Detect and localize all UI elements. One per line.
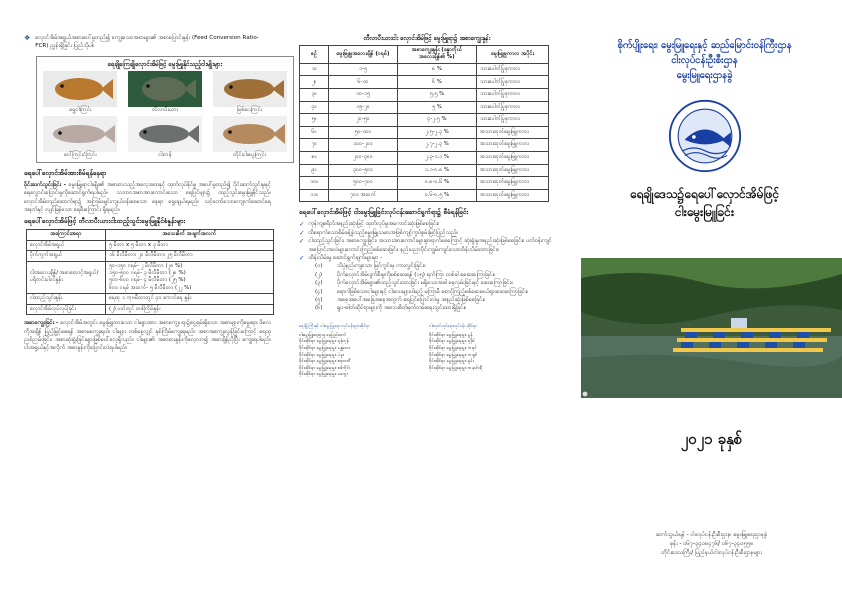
table-cell: ၅၀-၁၅၀ ဂရမ်- ၂ မီလီမီတာ (၂၈ %) ၁၅၀-၅၀၀ ဂရမ်- ၃ မီလီမီတာ (၂၈ %) ၅၀၀-၆၀၀ ဂရမ်- ၄ မီလီမီတာ (၂၅ %) ၆၀၀ ဂရမ် အထက်- ၅ မီလီမီတာ (၂၂ %) bbox=[106, 261, 274, 294]
contact-item: ဝိုင်းဆိုင်ရာ မွေးမြူရေးမှူး၊ မကွေး bbox=[299, 371, 348, 377]
check-icon: ✓ bbox=[299, 237, 305, 246]
table-cell: ၅ % bbox=[398, 101, 477, 114]
cage-farm-photo bbox=[581, 258, 842, 398]
table-cell: ၁၀-၁၅ bbox=[329, 89, 398, 102]
table-cell: ၇၀၀ အထက် bbox=[329, 189, 398, 202]
checklist-text: ကုန်ကျစရိတ်အနည်းဆုံးဖြင့် ထုတ်လုပ်မှုအကောင်းဆုံးဖြစ်စေခြင်း။ bbox=[308, 221, 440, 228]
table-cell: ငါးအလေးချိန်/ အစာတောင့်အရွယ်/ ပရိုတင်းပါဝင်နှုန်း bbox=[27, 261, 106, 294]
diamond-bullet-icon: ❖ bbox=[24, 34, 31, 42]
step-text: ရှုပ-ဓါတ်ဆိုင်ရာများကို အသေးစိတ်မှတ်တမ်းရေးသွင်းထားရှိခြင်း။ bbox=[337, 305, 467, 312]
table-cell: အသားထုတ်မွေးမြူကာလ bbox=[477, 177, 549, 190]
catla-fish-icon bbox=[128, 116, 202, 152]
step-item bbox=[299, 271, 555, 279]
cover-title-line-1: ရေချိုဒေသ၌ရေပေါ်လှောင်အိမ်ဖြင့် bbox=[629, 187, 780, 201]
table-cell: ၁။ bbox=[300, 63, 329, 76]
table-cell: ပိုက်ကွက်အရွယ် bbox=[27, 251, 106, 261]
feeding-rate-table-title: တီလာပီးယားငါး လှောင်အိမ်ဖြင့် မွေးမြူရာ၌ အစာကျွေးနှုန်း bbox=[363, 35, 491, 42]
table-cell: ၃၀၀-၅၀၀ bbox=[329, 164, 398, 177]
cover-title-line-2: ငါးမွေးမြူခြင်း bbox=[675, 205, 734, 219]
contact-item: ဝိုင်းဆိုင်ရာ မွေးမြူရေးမှူး၊ မန္တလေး bbox=[299, 345, 350, 350]
step-item bbox=[299, 262, 555, 270]
site-paragraph: ဝိုင်းဆက်သွင်းခြင်း - မွေးမြူရာငါးမျိုး၏ အစာစားသည့်အလေ့အထနှင့် ထုတ်လုပ်နိုင်မှု အပေါ်မူတည်၍ ဝိုင်းဆက်သွင်းမှုနှင့် ရေလွှောင်းပြောင်းမှုကိုဆောင်ရွက်ရပါမည်။ သဘာဝအစာအားကောင်းသော ရေပြင်များ၌ ထည့်သွင်းမွေးမြူနိုင်သည်။ လှောင်အိမ်တည်ဆောက်ရာ၌ အကြမ်းဖျင်းကျယ်ဝန်းစေသော နေရာ ရွေးချယ်ရမည်။ သင့်တော်သောကျောက်ဆောင်ရေအနက်နှင့် လျင်မြန်သော ရေစီးကြောင်း ရှိရမည်။ bbox=[24, 181, 272, 214]
table-cell: သားပေါက်ပြုစုကာလ bbox=[477, 63, 549, 76]
table-row bbox=[300, 101, 549, 114]
table-cell: ၅ မီတာ x ၅ မီတာ x ၃ မီတာ bbox=[106, 240, 274, 250]
fish-species-box bbox=[36, 56, 294, 163]
table-cell: ၁၀။ bbox=[300, 177, 329, 190]
table-cell: သားပေါက်ပြုစုကာလ bbox=[477, 89, 549, 102]
table-header: အသေးစိတ် အချက်အလက် bbox=[106, 230, 274, 240]
checklist-item bbox=[299, 220, 555, 228]
table-cell: ၂.၅-၂.၃ % bbox=[398, 126, 477, 139]
contacts-section bbox=[299, 323, 555, 378]
table-header: မွေးမြူမှုအလေးချိန် (ဂရမ်) bbox=[329, 46, 398, 64]
table-header: အစာကျွေးနှုန်း (ခန္ဓာကိုယ်အလေးချိန်၏ %) bbox=[398, 46, 477, 64]
table-row bbox=[27, 304, 274, 314]
contacts-right-heading: ငါးထုတ်လုပ်ရေးလုပ်ငန်း ဆိုင်ရာ bbox=[429, 322, 477, 328]
table-cell: ၅၀၀-၇၀၀ bbox=[329, 177, 398, 190]
table-cell: (၂) ပတ်တွင် တစ်ကြိမ်နှုန်း bbox=[106, 304, 274, 314]
table-row bbox=[27, 261, 274, 294]
step-text: အစေ့အပေါ်အခြေအနေအတွက် ရေပြင်ပြောင်းလဲမှု အနည်ဆုံးဖြစ်စေခြင်း။ bbox=[337, 297, 486, 303]
step-item bbox=[299, 288, 555, 296]
table-cell: ငါးထည့်သွင်းနှုန်း bbox=[27, 294, 106, 304]
step-number: (၃) bbox=[315, 280, 323, 287]
table-cell: အသားထုတ်မွေးမြူကာလ bbox=[477, 189, 549, 202]
check-icon: ✓ bbox=[299, 220, 305, 229]
step-text: ရောဂါဖြစ်သောငါးများနှင့် ငါးသေများပါမည့် မကြာမီ စောင့်ကြည့်စစ်ဆေးဖယ်ရှားဆေးကြောခြင်း။ bbox=[337, 288, 529, 295]
table-cell: ၀.၈-၀.၆ % bbox=[398, 177, 477, 190]
practice-checklist bbox=[299, 220, 555, 262]
table-cell: ၆ % bbox=[398, 76, 477, 89]
fish-item: မြစ်ငေးကြင်း bbox=[210, 71, 289, 114]
contact-item: ဝိုင်းဆိုင်ရာ မွေးမြူရေးမှူး၊ မွန် bbox=[429, 331, 473, 337]
checklist-text: ထိရောက်သောစိမ်ခန့်ခွဲသည့်မွေးမြူသမားအဖြစ်ကျင့်ကွပ်စွမ်းမြင့်ပြည်သည်။ bbox=[308, 229, 459, 236]
table-cell: ၁၀၀-၂၀၀ bbox=[329, 139, 398, 152]
fish-item: တိုင်းငါးပွေးကြင်း bbox=[210, 116, 289, 159]
table-cell: ၇။ bbox=[300, 139, 329, 152]
contact-item: ဝိုင်းဆိုင်ရာ မွေးမြူရေးမှူး၊ တနင်္သာရီ bbox=[429, 364, 483, 370]
table-cell: ၉။ bbox=[300, 164, 329, 177]
table-cell: ၁-၅ bbox=[329, 63, 398, 76]
table-cell: ၁.၁-၀.၈ % bbox=[398, 164, 477, 177]
contact-item: ဝိုင်းဆိုင်ရာ မွေးမြူရေးမှူး၊ ရှမ်း bbox=[429, 358, 474, 364]
contact-item: ဝိုင်းဆိုင်ရာ မွေးမြူရေးမှူး၊ စစ်ကိုင်း bbox=[299, 364, 350, 370]
table-cell: သားပေါက်ပြုစုကာလ bbox=[477, 76, 549, 89]
practice-heading: ရေပေါ်လှောင်အိမ်ဖြင့် ငါးမွေးမြူခြင်းလုပ်ငန်းဆောင်ရွက်ရာ၌ စီမံရန်ခြင်း bbox=[299, 208, 469, 217]
table-cell: ၆-၁၀ bbox=[329, 76, 398, 89]
fish-item: တီလာပီးယား bbox=[126, 71, 205, 114]
table-cell: ၈ % bbox=[398, 63, 477, 76]
table-cell: ၁၁။ bbox=[300, 189, 329, 202]
stocking-table bbox=[26, 229, 274, 315]
middle-panel bbox=[285, 0, 565, 595]
table-row bbox=[27, 294, 274, 304]
checklist-item bbox=[299, 254, 555, 262]
footer-line: တိုင်းဒေသကြီး/ ပြည်နယ်ငါးလုပ်ငန်းဦးစီးဌာနများ bbox=[661, 550, 762, 556]
feeding-rate-table bbox=[299, 45, 549, 202]
rohu-fish-icon bbox=[213, 71, 287, 107]
contacts-left-heading: ရေချို ကြီးနှင့် ငါးမွေးမြူရေး လုပ်ငန်းများဆိုင်ရာ bbox=[299, 322, 370, 328]
step-number: (၂) bbox=[315, 271, 323, 278]
table-cell: ၃။ bbox=[300, 89, 329, 102]
contact-item: ဝိုင်းဆိုင်ရာ မွေးမြူရေးမှူး၊ ကရင် bbox=[429, 345, 477, 350]
table-row bbox=[300, 189, 549, 202]
table-row bbox=[27, 240, 274, 250]
fish-item: ရွှေငါးကြင်း bbox=[41, 71, 120, 114]
feeding-paragraph: အစာကျွေးခြင်း - လှောင်အိမ်အတွင်း မွေးမြူထားသော ငါးများအား အစာကျွေး ရာ၌ငွေ့ရမ်းရှိသော အစာများကိုမွေးရာ၊ ဖိလေကိုအချိန် ပြည့်မြှင့်စေရန် အစာမကျွေးရပါ။ ငါးများ တစ်နေ့လျှင် နှစ်ကြိမ်ကျွေးရမည်။ အစာအကျွေးလွန်ခြင်းကြောင့် ရေထုညစ်ညမ်းခြင်း၊ အစာဆုံးရှုံးခြင်းများဖြစ်ပေါ်လေ့ရှိသည်။ ငါးများ၏ အစာစားနှုန်းကိုလေ့လာ၍ အစာချိန်ညှိပြီး ကျွေးရပါမည်။ ငါးအရွယ်နှင့်အလိုက် အစာနှုန်းကိုပြောင်းလဲရပါမည်။ bbox=[24, 320, 272, 352]
table-row bbox=[300, 177, 549, 190]
contact-item: ဝိုင်းဆိုင်ရာ မွေးမြူရေးမှူး၊ ဧရာဝတီ bbox=[299, 358, 351, 364]
left-panel bbox=[0, 0, 285, 595]
checklist-item bbox=[299, 237, 555, 254]
step-item bbox=[299, 279, 555, 287]
checklist-text: ထိန်းသိမ်းမှု ဆောင်ရွက်ချက်များမှာ - bbox=[308, 254, 383, 261]
step-text: ပိုက်လှောင်အိမ်များ၏ထည့်သွင်းထားခြင်း မရှိသောအခါ နေလှမ်းခြင်းနှင့် ဆေးကြောခြင်း။ bbox=[337, 280, 513, 287]
table-cell: ၁၆ မီလီမီတာ၊ ၂၀ မီလီမီတာ၊ ၂၅ မီလီမီတာ bbox=[106, 251, 274, 261]
table-row bbox=[300, 89, 549, 102]
table-cell: အသားထုတ်မွေးမြူကာလ bbox=[477, 164, 549, 177]
fish-grid bbox=[37, 71, 293, 162]
table-cell: ၅။ bbox=[300, 114, 329, 127]
table-cell: လှောင်အိမ်အရွယ် bbox=[27, 240, 106, 250]
step-item bbox=[299, 304, 555, 312]
table-cell: ၈။ bbox=[300, 151, 329, 164]
footer-line: ဖုန်း - ၀၆၇-၃၄၀၈၄၇၆/ ၀၆၇-၃၄၀၅၅၈ bbox=[669, 541, 754, 547]
division-line: မွေးမြူရေးဌာနခွဲ bbox=[676, 70, 733, 81]
fish-item: ငါးကန် bbox=[126, 116, 205, 159]
table-row bbox=[300, 164, 549, 177]
checklist-text: ငါးထည့်သွင်းခြင်း၊ အစာကျွေးခြင်း၊ အသားအားကောင်းများစွာရာက်စေကြောင့် ဆုံးရှုံးမှုအနည်းဆုံးဖြစ်စေခြင်း။ ပတ်ဝန်းကျင်အပြောင်းအလဲများကောင်းကြည့်စစ်ဆေးခြင်း၊ နည်းပညာပိုင်းကျွမ်းကျင်သောထိန်းသိမ်းထားခြင်း။ bbox=[308, 238, 552, 253]
ministry-line: စိုက်ပျိုးရေး၊ မွေးမြူရေးနှင့် ဆည်မြောင်းဝန်ကြီးဌာန bbox=[617, 40, 792, 51]
table-row bbox=[27, 251, 274, 261]
table-cell: သားပေါက်ပြုစုကာလ bbox=[477, 101, 549, 114]
tilapia-fish-icon bbox=[128, 71, 202, 107]
contacts-right-column bbox=[429, 323, 555, 378]
carp-fish-icon bbox=[43, 71, 117, 107]
table-cell: ၂၀၀-၃၀၀ bbox=[329, 151, 398, 164]
table-row bbox=[300, 151, 549, 164]
publication-year: ၂၀၂၁ ခုနှစ် bbox=[680, 430, 743, 448]
table-cell: ၂။ bbox=[300, 76, 329, 89]
table-cell: ၅.၅ % bbox=[398, 89, 477, 102]
silver-carp-fish-icon bbox=[43, 116, 117, 152]
table-row bbox=[300, 126, 549, 139]
table-cell: ၄။ bbox=[300, 101, 329, 114]
table-cell: ရေထု ၁ ကုဗမီတာတွင် ၄၀ ကောင်ရေ နှုန်း bbox=[106, 294, 274, 304]
contact-footer bbox=[581, 531, 842, 558]
contacts-left-column bbox=[299, 323, 425, 378]
table-cell: ၁၅-၂၀ bbox=[329, 101, 398, 114]
step-number: (၁) bbox=[315, 263, 323, 270]
table-cell: လှောင်အိမ်လုပ်လုပ်ခြင်း bbox=[27, 304, 106, 314]
table-header: စဉ် bbox=[300, 46, 329, 64]
step-number: (၅) bbox=[315, 297, 323, 303]
fish-species-title: ရေချိုကြေချိုလှောင်အိမ်ဖြင့် မွေးမြူနိုင်သည့်ငါးမျိုးများ bbox=[107, 60, 223, 68]
table-cell: အသားထုတ်မွေးမြူကာလ bbox=[477, 126, 549, 139]
table-cell: ၆။ bbox=[300, 126, 329, 139]
contact-item: ဝိုင်းဆိုင်ရာ မွေးမြူရေးမှူး၊ ရခိုင် bbox=[429, 338, 475, 344]
step-number: (၆) bbox=[315, 305, 323, 312]
department-seal-icon bbox=[668, 99, 742, 173]
table-row bbox=[300, 139, 549, 152]
step-text: ပိုက်လှောင်အိမ်ပျက်စီးမှုကိုစစ်ဆေးရန် (၁၅) ရက်ကြာ တစ်ခါ စဆေးကြောခြင်း။ bbox=[337, 271, 496, 278]
table-cell: အသားထုတ်မွေးမြူကာလ bbox=[477, 151, 549, 164]
table-cell: ၅၀-၁၀၀ bbox=[329, 126, 398, 139]
stocking-table-heading: ရေပေါ်လှောင်အိမ်ဖြင့် တီလာပီးယားငါးထည့်သွင်းမွေးမြူနိုင်စံနှုန်းများ bbox=[24, 217, 186, 226]
table-header: မွေးမြူမှုကာလ အပိုင်း bbox=[477, 46, 549, 64]
step-text: သိပ္ပံနည်းကျသော မြင်ကွင်းမှ ကားလွှင်းခြင်း။ bbox=[337, 263, 426, 270]
table-cell: ၄-၂.၅ % bbox=[398, 114, 477, 127]
table-header: အကြောင်းအရာ bbox=[27, 230, 106, 240]
table-cell: သားပေါက်ပြုစုကာလ bbox=[477, 114, 549, 127]
check-icon: ✓ bbox=[299, 253, 305, 262]
contact-item: ဝိုင်းဆိုင်ရာ မွေးမြူရေးမှူး၊ ကချင် bbox=[429, 351, 478, 357]
table-cell: ၀.၆-၀.၅ % bbox=[398, 189, 477, 202]
site-heading: ရေပေါ်လှောင်အိမ်အားစိမ်ရန်နေရာ bbox=[24, 168, 107, 177]
checklist-item bbox=[299, 229, 555, 237]
contact-item: ဝိုင်းဆိုင်ရာ မွေးမြူရေးမှူး၊ ပဲခူး bbox=[299, 351, 344, 357]
table-row bbox=[300, 76, 549, 89]
fish-item: ငေါ်ကြင်းငံကြင်း bbox=[41, 116, 120, 159]
mrigal-fish-icon bbox=[213, 116, 287, 152]
department-line: ငါးလုပ်ငန်းဦးစီးဌာန bbox=[671, 55, 738, 66]
step-item bbox=[299, 296, 555, 304]
intro-bullet bbox=[24, 34, 271, 51]
step-number: (၄) bbox=[315, 288, 323, 295]
footer-line: ဆက်သွယ်ရန် - ငါးလုပ်ငန်းဦးစီးဌာန၊ မွေးမြူရေးဌာနခွဲ bbox=[655, 532, 768, 538]
intro-text: လှောင်အိမ်အရွယ်အစားပေါ်မူတည်၍ ကျွေးသောအစာများ၏ အစာပြောင်းနှုန်း (Feed Conversion Ratio-FCR) ညွှန်းရှိခြင်း ပြည်သိုပါ။ bbox=[35, 35, 259, 50]
table-cell: ၂.၃-၁.၁ % bbox=[398, 151, 477, 164]
table-cell: ၂၀-၅၀ bbox=[329, 114, 398, 127]
table-row bbox=[300, 63, 549, 76]
table-cell: အသားထုတ်မွေးမြူကာလ bbox=[477, 139, 549, 152]
contact-item: ငါးမွေးမြူရေးဌာန နေပြည်တော် bbox=[299, 331, 347, 337]
table-row bbox=[300, 114, 549, 127]
contact-item: ဝိုင်းဆိုင်ရာ မွေးမြူရေးမှူး၊ ရန်ကုန် bbox=[299, 338, 349, 344]
check-icon: ✓ bbox=[299, 228, 305, 237]
maintenance-steps bbox=[299, 262, 555, 312]
cover-panel bbox=[565, 0, 842, 595]
table-cell: ၂.၇-၂.၃ % bbox=[398, 139, 477, 152]
